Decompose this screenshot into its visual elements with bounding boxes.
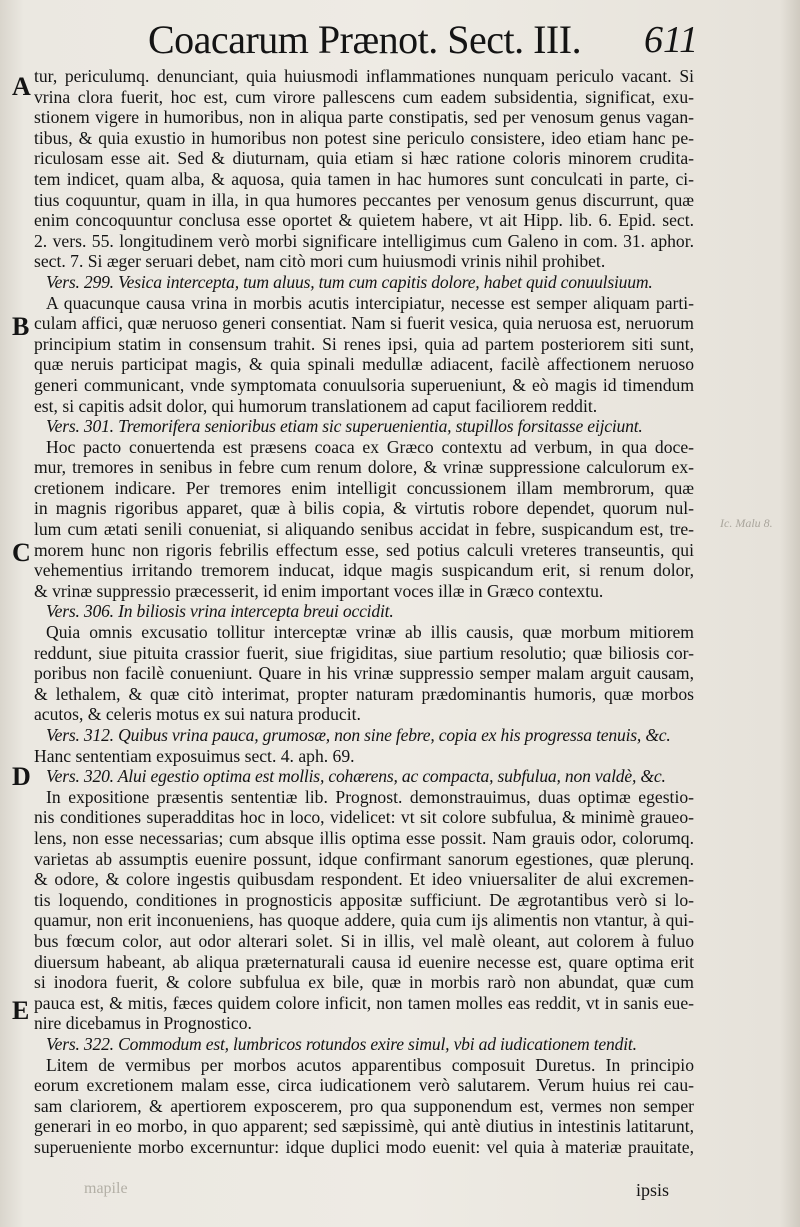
text-line: stionem vigere in humoribus, non in aliqua parte constipatis, sed per venosum genus vagan- — [34, 107, 694, 128]
text-line: A quacunque causa vrina in morbis acutis intercipiatur, necesse est semper aliquam parti- — [46, 292, 694, 313]
text-line: & odore, & colore ingestis quibusdam respondent. Et ideo vniuersaliter de alui excremen- — [34, 869, 694, 890]
text-line: nire dicebamus in Prognostico. — [34, 1013, 252, 1034]
page-number: 611 — [644, 19, 699, 61]
verse-heading: Vers. 312. Quibus vrina pauca, grumosæ, non sine febre, copia ex his progressa tenuis, &c. — [46, 725, 671, 745]
text-line: in magnis rigoribus apparet, quæ à bilis copia, & virtutis robore dependet, quorum nul- — [34, 498, 694, 519]
text-line: tis loquendo, conditiones in prognosticis appositæ sufficiunt. De ægrotantibus verò si lo- — [34, 889, 694, 910]
verse-heading: Vers. 306. In biliosis vrina intercepta breui occidit. — [46, 601, 394, 622]
verse-heading: Vers. 301. Tremorifera senioribus etiam sic superuenientia, stupillos forsitasse eijciunt. — [46, 416, 643, 437]
text-line: quamur, non erit inconueniens, has quoque addere, quia cum ijs alimentis non vtantur, à qui- — [34, 910, 694, 931]
catchword: ipsis — [636, 1180, 670, 1200]
text-line: cretionem indicare. Per tremores enim intelligit concussionem illam membrorum, quæ — [34, 477, 694, 498]
text-line: sect. 7. Si æger seruari debet, nam citò mori cum huiusmodi vrinis nihil prohibet. — [34, 251, 606, 272]
verse-heading: Vers. 322. Commodum est, lumbricos rotundos exire simul, vbi ad iudicationem tendit. — [46, 1033, 637, 1054]
running-title: Coacarum Prænot. Sect. III. — [148, 17, 582, 62]
text-line: Quia omnis excusatio tollitur interceptæ vrinæ ab illis causis, quæ morbum mitiorem — [46, 622, 694, 643]
text-line: tius coquuntur, quam in illa, in qua humores peccantes per venosum genus discurrunt, quæ — [34, 189, 694, 210]
text-line: culam affici, quæ neruoso generi consentiat. Nam si fuerit vesica, quia neruosa est, neruorum — [34, 313, 694, 334]
text-line: principium statim in consensum trahit. Si renes ipsi, quia ad partem posteriorem siti sunt, — [34, 333, 694, 354]
text-line: enim concoquuntur conclusa esse oportet & quietem habere, vt ait Hipp. lib. 6. Epid. sect. — [34, 210, 694, 231]
text-line: varietas ab assumptis euenire possunt, idque confirmant sanorum egestiones, quæ plerunq. — [34, 848, 694, 869]
text-line: lum cum ætati senili conueniat, si aliquando senibus accidat in febre, suspicandum est, tre- — [34, 519, 694, 540]
bleed-through-text: mapile — [84, 1180, 128, 1197]
page-header — [0, 14, 800, 64]
text-line: eorum excretionem malam esse, circa iudicationem verò salutarem. Verum huius rei cau- — [34, 1075, 694, 1096]
text-line: mur, tremores in senibus in febre cum renum dolore, & vrinæ suppressione calculorum ex- — [34, 457, 694, 478]
text-line: tem indicet, quam alba, & aquosa, quia tamen in hac humores sunt conculcati in parte, ci- — [34, 168, 694, 189]
text-line: generari in eo morbo, in quo apparent; sed sæpissimè, qui antè diutius in intestinis latitarunt, — [34, 1116, 694, 1137]
text-line: acutos, & celeris motus ex sui natura producit. — [34, 704, 361, 725]
text-line: morem hunc non rigoris febrilis effectum esse, sed potius calculi vreteres transeuntis, qui — [34, 539, 694, 560]
margin-letter-e: E — [12, 996, 30, 1025]
margin-letter-b: B — [12, 312, 30, 341]
body-text — [34, 66, 694, 1157]
text-line: vehementius irritando tremorem inducat, idque magis suspicandum erit, si renum dolor, — [34, 560, 694, 581]
text-line: pauca est, & mitis, fæces quidem colore inficit, non tamen molles eas reddit, vt in sanis eue- — [34, 992, 694, 1013]
text-line: 2. vers. 55. longitudinem verò morbi significare intelligimus cum Galeno in com. 31. aphor. — [34, 230, 694, 251]
text-line: Hanc sententiam exposuimus sect. 4. aph. 69. — [34, 745, 355, 766]
text-line: tibus, & quia exustio in humoribus non potest sine periculo consistere, ideo etiam hanc pe- — [34, 127, 694, 148]
text-line: diuersum habeant, ab aliqua præternaturali causa id euenire necesse est, quare optima erit — [34, 951, 694, 972]
text-line: sam clariorem, & apertiorem exposcerem, pro qua supponendum est, vermes non semper — [34, 1095, 694, 1116]
text-line: lens, non esse necessarias; cum absque illis optima esse possit. Nam grauis odor, colorumq. — [34, 827, 694, 848]
text-line: & vrinæ suppressio præcesserit, id enim important voces illæ in Græco contextu. — [34, 580, 604, 601]
text-line: superueniente morbo excernuntur: idque duplici modo euenit: vel quia à materiæ prauitate, — [34, 1136, 694, 1157]
text-line: nis conditiones superadditas hoc in loco, videlicet: vt sit colore subfulua, & minimè graueo- — [34, 807, 694, 828]
text-line: bus fœcum color, aut odor alterari solet. Si in illis, vel malè oleant, aut colorem à fuluo — [34, 930, 694, 951]
text-line: poribus non facilè conueniunt. Quare in his vrinæ suppressio semper malam arguit causam, — [34, 663, 694, 684]
text-line: Hoc pacto conuertenda est præsens coaca ex Græco contextu ad verbum, in qua doce- — [46, 436, 694, 457]
margin-note: Ic. Malu 8. — [720, 516, 773, 530]
text-line: vrina clora fuerit, hoc est, cum virore pallescens cum eadem subsidentia, significat, exu- — [34, 86, 694, 107]
margin-letter-d: D — [12, 762, 31, 791]
text-line: generi communicant, vnde symptomata conuulsoria superueniunt, & eò magis id timendum — [34, 374, 694, 395]
margin-letter-c: C — [12, 538, 31, 567]
text-line: tur, periculumq. denunciant, quia huiusmodi inflammationes nunquam periculo vacant. Si — [34, 66, 694, 86]
text-line: si inodora fuerit, & colore subfulua ex bile, quæ in morbis rarò non abundat, quæ cum — [34, 972, 694, 993]
text-line: est, si capitis adsit dolor, qui humorum translationem ad caput faciliorem reddit. — [34, 395, 598, 416]
verse-heading: Vers. 299. Vesica intercepta, tum aluus, tum cum capitis dolore, habet quid conuulsiuum. — [46, 271, 653, 292]
text-line: quæ neruis participat magis, & quia spinali medullæ adiacent, facilè affectionem neruoso — [34, 354, 694, 375]
text-line: & lethalem, & quæ citò interimat, propter naturam prædominantis humoris, quæ morbos — [34, 683, 694, 704]
verse-heading: Vers. 320. Alui egestio optima est mollis, cohærens, ac compacta, subfulua, non valdè, &c. — [46, 766, 666, 787]
text-line: Litem de vermibus per morbos acutos apparentibus composuit Duretus. In principio — [46, 1054, 694, 1075]
margin-letter-a: A — [12, 72, 31, 101]
text-line: riculosam esse ait. Sed & diuturnam, quia etiam si hæc ratione coloris minorem crudita- — [34, 148, 694, 169]
text-line: In expositione præsentis sententiæ lib. Prognost. demonstrauimus, duas optimæ egestio- — [46, 786, 694, 807]
text-line: reddunt, siue pituita crassior fuerit, siue frigiditas, siue partium resolutio; quæ biliosis cor- — [34, 642, 694, 663]
